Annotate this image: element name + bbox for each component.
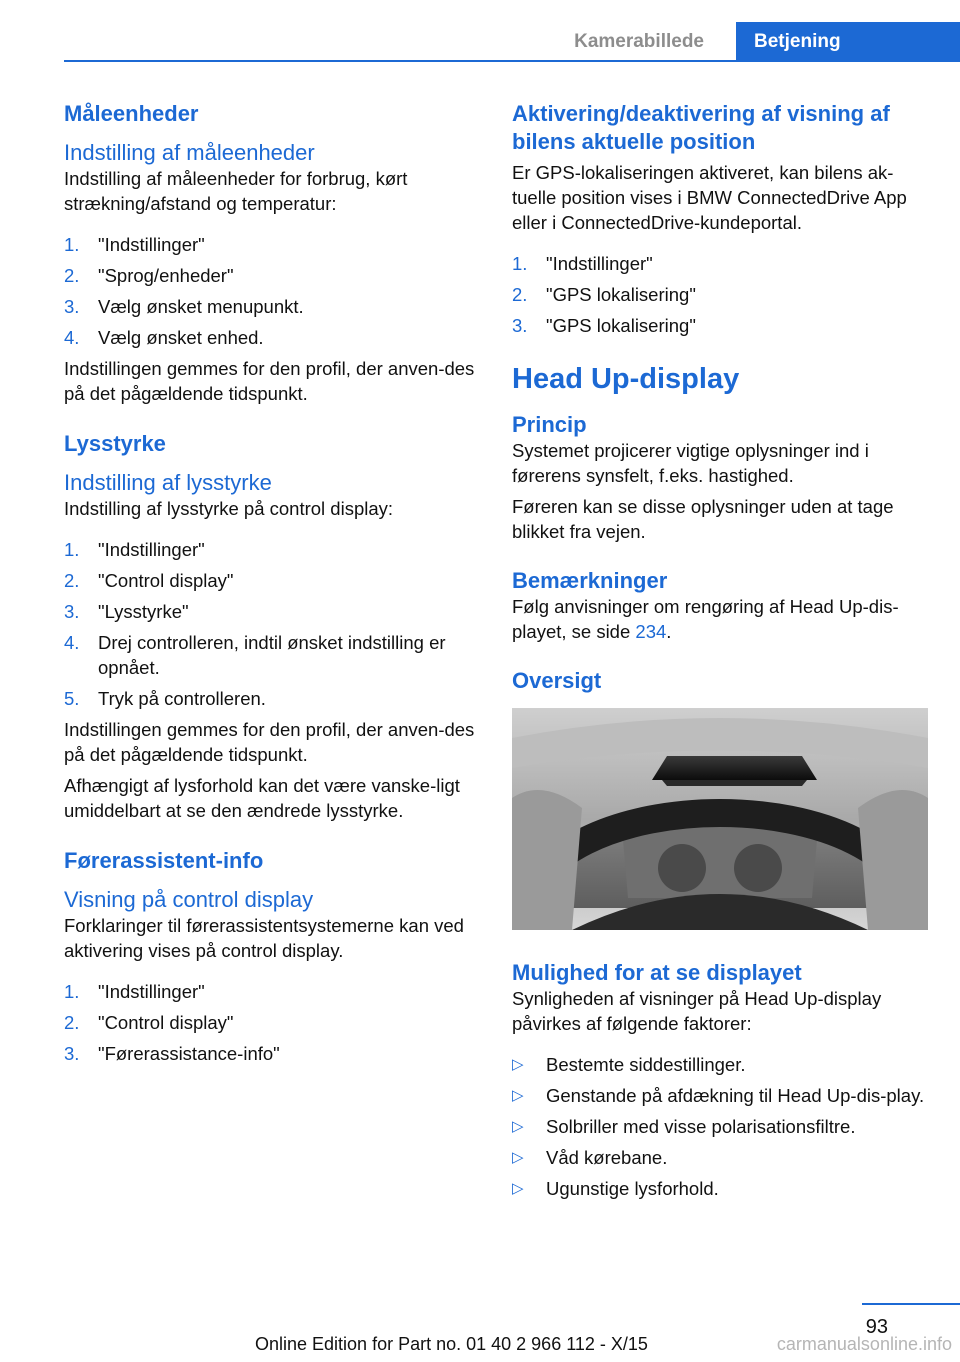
list-item: 1. "Indstillinger" (512, 253, 653, 274)
triangle-bullet-icon: ▷ (512, 1180, 524, 1197)
list-item: ▷ Solbriller med visse polarisationsfiltre. (512, 1116, 856, 1137)
step-number: 4. (64, 327, 80, 348)
brightness-note-2: Afhængigt af lysforhold kan det være vanske‐ligt umiddelbart at se den ændrede lysstyrke. (64, 775, 460, 821)
triangle-bullet-icon: ▷ (512, 1056, 524, 1073)
list-item: 2. "GPS lokalisering" (512, 284, 696, 305)
triangle-bullet-icon: ▷ (512, 1149, 524, 1166)
list-item: 1. "Indstillinger" (64, 539, 205, 560)
chapter-tab[interactable]: Betjening (736, 22, 960, 62)
list-item: 2. "Sprog/enheder" (64, 265, 234, 286)
brightness-note: Indstillingen gemmes for den profil, der anven‐des på det pågældende tidspunkt. (64, 719, 475, 765)
list-item: 3. "Lysstyrke" (64, 601, 189, 622)
step-number: 3. (64, 601, 80, 622)
gps-intro: Er GPS-lokaliseringen aktiveret, kan bilens ak‐tuelle position vises i BMW ConnectedDrive App eller i ConnectedDrive-kundeportal. (512, 162, 907, 233)
step-number: 3. (64, 296, 80, 317)
list-item: 4. Drej controlleren, indtil ønsket indstilling er opnået. (64, 632, 446, 678)
list-item: 4. Vælg ønsket enhed. (64, 327, 264, 348)
triangle-bullet-icon: ▷ (512, 1087, 524, 1104)
principle-text: Systemet projicerer vigtige oplysninger ind i førerens synsfelt, f.eks. hastighed. (512, 440, 869, 486)
watermark: carmanualsonline.info (776, 1334, 952, 1354)
list-item: ▷ Genstande på afdækning til Head Up-dis‐play. (512, 1085, 925, 1106)
step-number: 5. (64, 688, 80, 709)
page-link[interactable]: 234 (635, 621, 667, 642)
visibility-intro: Synligheden af visninger på Head Up-display påvirkes af følgende faktorer: (512, 988, 882, 1034)
visibility-heading: Mulighed for at se displayet (512, 960, 802, 985)
visibility-factors (512, 1052, 928, 1201)
notes-heading: Bemærkninger (512, 568, 668, 593)
header-rule (64, 60, 960, 62)
list-item: ▷ Våd kørebane. (512, 1147, 668, 1168)
edition-text: Online Edition for Part no. 01 40 2 966 112 - X/15 (255, 1334, 648, 1354)
step-number: 2. (64, 570, 80, 591)
overview-heading: Oversigt (512, 668, 602, 693)
driver-info-subheading: Visning på control display (64, 887, 314, 912)
brightness-intro: Indstilling af lysstyrke på control display: (64, 498, 394, 519)
units-steps (64, 232, 480, 350)
footer-rule (862, 1303, 960, 1305)
list-item: 1. "Indstillinger" (64, 981, 205, 1002)
step-number: 1. (64, 981, 80, 1002)
units-note: Indstillingen gemmes for den profil, der anven‐des på det pågældende tidspunkt. (64, 358, 475, 404)
brightness-subheading: Indstilling af lysstyrke (64, 470, 272, 495)
step-number: 2. (64, 265, 80, 286)
brightness-heading: Lysstyrke (64, 431, 166, 456)
list-item: 2. "Control display" (64, 1012, 234, 1033)
list-item: ▷ Ugunstige lysforhold. (512, 1178, 719, 1199)
units-heading: Måleenheder (64, 101, 199, 126)
list-item: ▷ Bestemte siddestillinger. (512, 1054, 746, 1075)
driver-info-heading: Førerassistent-info (64, 848, 264, 873)
step-number: 3. (64, 1043, 80, 1064)
units-intro: Indstilling af måleenheder for forbrug, kørt strækning/afstand og temperatur: (64, 168, 408, 214)
driver-info-steps (64, 979, 480, 1066)
right-column (512, 100, 928, 1207)
brightness-steps (64, 537, 480, 711)
step-number: 2. (64, 1012, 80, 1033)
step-number: 4. (64, 632, 80, 653)
notes-text: Følg anvisninger om rengøring af Head Up-dis‐playet, se side 234. (512, 596, 899, 642)
page-number: 93 (865, 1316, 888, 1338)
step-number: 1. (64, 539, 80, 560)
left-column (64, 100, 480, 1072)
list-item: 3. "GPS lokalisering" (512, 315, 696, 336)
hud-dashboard-photo (512, 708, 928, 930)
step-number: 3. (512, 315, 528, 336)
triangle-bullet-icon: ▷ (512, 1118, 524, 1135)
hud-heading: Head Up-display (512, 363, 740, 395)
gps-heading: Aktivering/deaktivering af visning af bilens aktuelle position (512, 101, 890, 154)
principle-text-2: Føreren kan se disse oplysninger uden at tage blikket fra vejen. (512, 496, 894, 542)
list-item: 1. "Indstillinger" (64, 234, 205, 255)
principle-heading: Princip (512, 412, 587, 437)
list-item: 3. "Førerassistance-info" (64, 1043, 280, 1064)
step-number: 1. (64, 234, 80, 255)
units-subheading: Indstilling af måleenheder (64, 140, 315, 165)
list-item: 3. Vælg ønsket menupunkt. (64, 296, 304, 317)
driver-info-intro: Forklaringer til førerassistentsystemerne kan ved aktivering vises på control display. (64, 915, 464, 961)
list-item: 5. Tryk på controlleren. (64, 688, 266, 709)
step-number: 2. (512, 284, 528, 305)
list-item: 2. "Control display" (64, 570, 234, 591)
section-tab[interactable]: Kamerabillede (574, 31, 704, 52)
step-number: 1. (512, 253, 528, 274)
gps-steps (512, 251, 928, 338)
page-header (64, 22, 960, 62)
